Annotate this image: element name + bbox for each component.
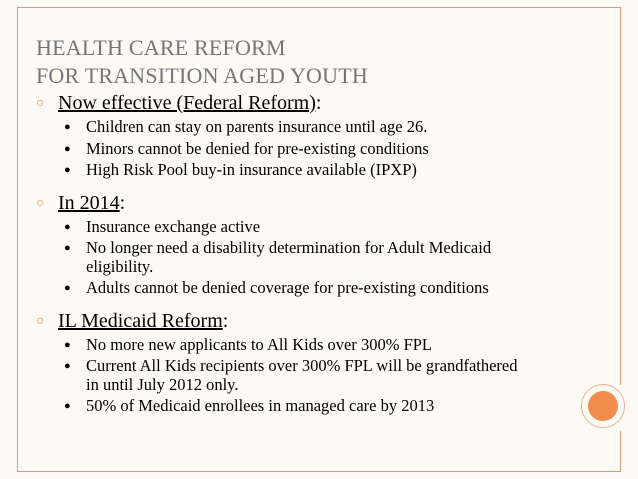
section-federal-reform <box>36 92 596 180</box>
section-heading-row <box>36 192 596 215</box>
level2-bullet-icon: ● <box>64 360 71 372</box>
heading-colon: : <box>222 309 229 332</box>
list-item <box>64 118 596 137</box>
heading-colon: : <box>119 191 126 214</box>
sub-list <box>64 118 596 180</box>
level2-bullet-icon: ● <box>64 242 71 254</box>
frame-right-line-upper <box>620 7 621 385</box>
level1-bullet-icon: ○ <box>36 313 45 329</box>
list-item <box>64 239 596 276</box>
level1-bullet-icon: ○ <box>36 96 45 111</box>
level2-bullet-icon: ● <box>64 142 71 155</box>
list-item-text: High Risk Pool buy-in insurance available (IPXP) <box>86 160 417 179</box>
section-heading-row <box>36 310 596 333</box>
level2-bullet-icon: ● <box>64 220 71 233</box>
list-item <box>64 161 596 180</box>
level2-bullet-icon: ● <box>64 164 71 176</box>
list-item <box>64 336 596 355</box>
title-line-2: FOR TRANSITION AGED YOUTH <box>36 63 368 88</box>
section-heading: IL Medicaid Reform <box>58 309 223 332</box>
list-item-text: Insurance exchange active <box>86 216 261 236</box>
list-item <box>64 279 596 298</box>
list-item-text: Minors cannot be denied for pre-existing conditions <box>86 138 429 158</box>
section-heading: Now effective (Federal Reform) <box>58 92 316 114</box>
list-item <box>64 218 596 237</box>
level2-bullet-icon: ● <box>64 282 71 294</box>
list-item-text: No more new applicants to All Kids over 300% FPL <box>86 334 433 354</box>
list-item <box>64 140 596 159</box>
list-item-text: Current All Kids recipients over 300% FPL will be grandfathered in until July 2012 only. <box>86 356 518 394</box>
frame-bottom-line <box>17 471 621 472</box>
list-item-text: Children can stay on parents insurance until age 26. <box>86 117 428 136</box>
sub-list <box>64 218 596 298</box>
frame-top-line <box>17 7 621 8</box>
slide-title <box>36 34 368 90</box>
slide-content <box>36 92 596 416</box>
list-item <box>64 397 596 416</box>
heading-colon: : <box>315 92 322 114</box>
frame-right-line-lower <box>620 431 621 472</box>
level2-bullet-icon: ● <box>64 121 71 133</box>
level1-bullet-icon: ○ <box>36 195 45 211</box>
section-heading: In 2014 <box>58 191 120 214</box>
title-line-1: HEALTH CARE REFORM <box>36 35 286 60</box>
frame-left-line <box>17 7 18 472</box>
sub-list <box>64 336 596 416</box>
section-heading-row <box>36 92 596 115</box>
list-item <box>64 357 596 394</box>
list-item-text: No longer need a disability determination for Adult Medicaid eligibility. <box>86 238 492 276</box>
level2-bullet-icon: ● <box>64 338 71 351</box>
list-item-text: Adults cannot be denied coverage for pre-existing conditions <box>86 278 489 297</box>
list-item-text: 50% of Medicaid enrollees in managed care by 2013 <box>86 396 435 415</box>
section-il-medicaid-reform <box>36 310 596 416</box>
section-2014 <box>36 192 596 298</box>
level2-bullet-icon: ● <box>64 400 71 412</box>
